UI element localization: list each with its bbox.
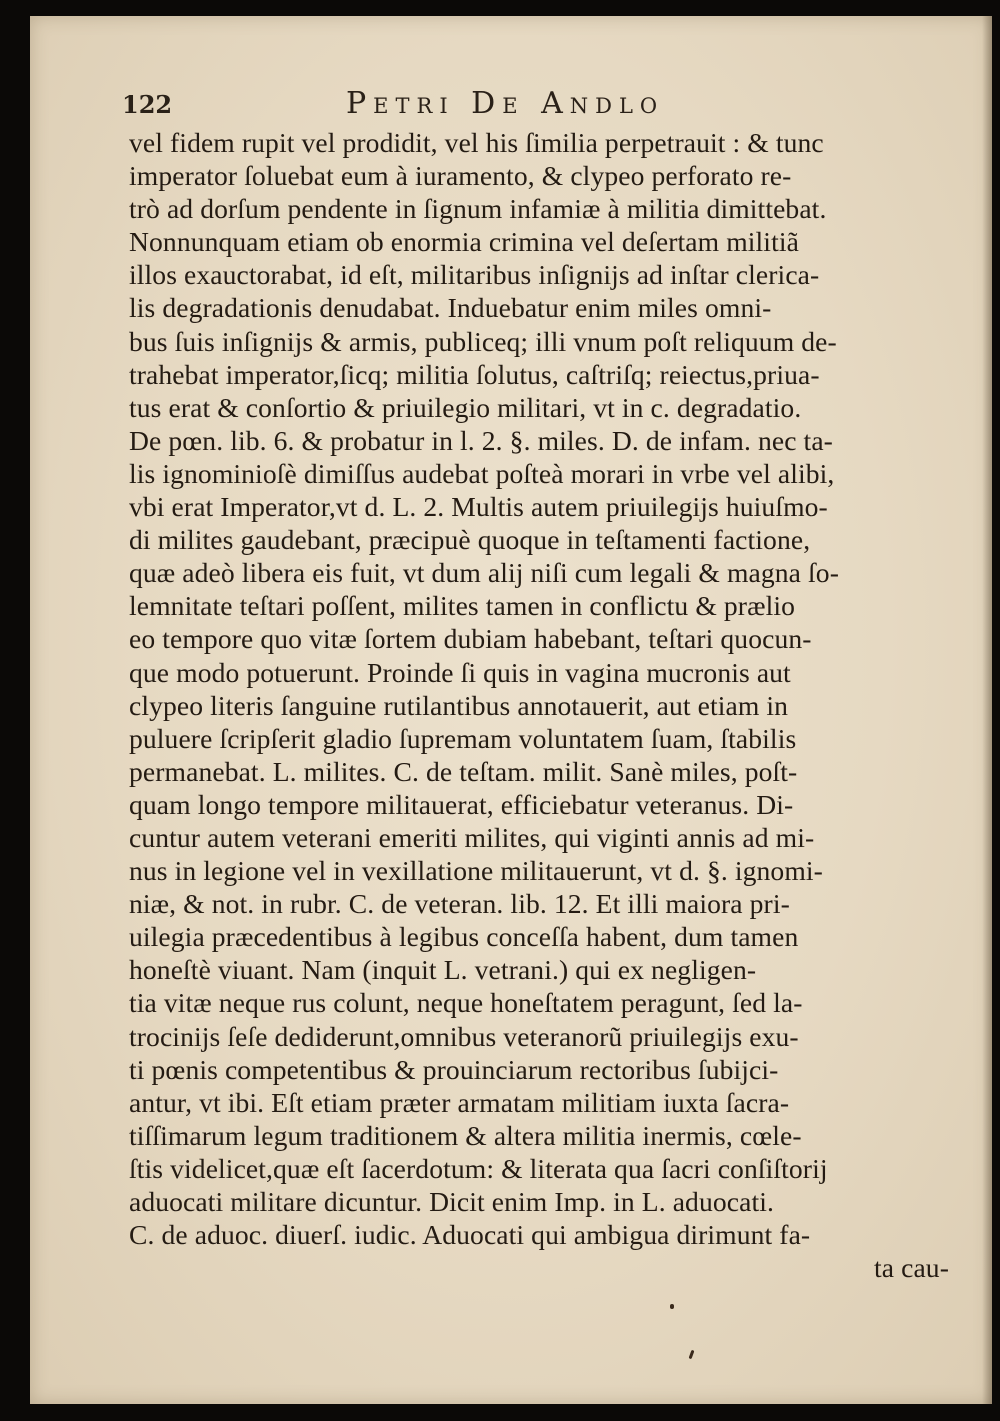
body-text xyxy=(129,126,949,1284)
catchword: ta cau- xyxy=(874,1252,949,1284)
text-line: cuntur autem veterani emeriti milites, qui viginti annis ad mi- xyxy=(129,821,815,853)
ink-speck xyxy=(670,1304,674,1309)
text-line: antur, vt ibi. Eſt etiam præter armatam militiam iuxta ſacra- xyxy=(129,1086,790,1118)
text-line: imperator ſoluebat eum à iuramento, & clypeo perforato re- xyxy=(129,160,792,192)
text-line: vel fidem rupit vel prodidit, vel his ſimilia perpetrauit : & tunc xyxy=(129,127,824,158)
running-head: Petri De Andlo xyxy=(346,86,665,121)
text-line: trocinijs ſeſe dediderunt,omnibus veteranorũ priuilegijs exu- xyxy=(129,1020,799,1052)
text-line: vbi erat Imperator,vt d. L. 2. Multis autem priuilegijs huiuſmo- xyxy=(129,491,828,523)
text-line: uilegia præcedentibus à legibus conceſſa habent, dum tamen xyxy=(129,921,799,953)
text-line: permanebat. L. milites. C. de teſtam. milit. Sanè miles, poſt- xyxy=(129,755,798,787)
text-line: quæ adeò libera eis fuit, vt dum alij niſi cum legali & magna ſo- xyxy=(129,557,839,589)
text-line: tiſſimarum legum traditionem & altera militia inermis, cœle- xyxy=(129,1119,802,1151)
text-line: lis ignominioſè dimiſſus audebat poſteà morari in vrbe vel alibi, xyxy=(129,457,835,489)
text-line: ſtis videlicet,quæ eſt ſacerdotum: & literata qua ſacri conſiſtorij xyxy=(129,1152,828,1184)
text-line: illos exauctorabat, id eſt, militaribus inſignijs ad inſtar clerica- xyxy=(129,259,820,291)
ink-speck xyxy=(689,1350,695,1359)
text-line: quam longo tempore militauerat, efficiebatur veteranus. Di- xyxy=(129,788,794,820)
text-line: tia vitæ neque rus colunt, neque honeſtatem peragunt, ſed la- xyxy=(129,987,803,1019)
text-line: aduocati militare dicuntur. Dicit enim Imp. in L. aduocati. xyxy=(129,1186,774,1217)
text-line: lis degradationis denudabat. Induebatur enim miles omni- xyxy=(129,292,772,324)
text-line: nus in legione vel in vexillatione militauerunt, vt d. §. ignomi- xyxy=(129,855,823,887)
text-line: bus ſuis inſignijs & armis, publiceq; illi vnum poſt reliquum de- xyxy=(129,325,837,357)
text-line: C. de aduoc. diuerſ. iudic. Aduocati qui ambigua dirimunt fa- xyxy=(129,1219,811,1251)
page-header xyxy=(122,86,822,128)
text-line: tus erat & conſortio & priuilegio militari, vt in c. degradatio. xyxy=(129,391,802,423)
text-line: trahebat imperator,ſicq; militia ſolutus, caſtriſq; reiectus,priua- xyxy=(129,358,820,390)
text-line: lemnitate teſtari poſſent, milites tamen in conflictu & prælio xyxy=(129,590,795,622)
text-line: clypeo literis ſanguine rutilantibus annotauerit, aut etiam in xyxy=(129,689,789,721)
page-edge-shadow xyxy=(982,16,992,1404)
page-number: 122 xyxy=(122,90,173,119)
text-line: eo tempore quo vitæ ſortem dubiam habebant, teſtari quocun- xyxy=(129,623,812,655)
text-line: Nonnunquam etiam ob enormia crimina vel deſertam militiã xyxy=(129,226,799,258)
text-line: ti pœnis competentibus & prouinciarum rectoribus ſubijci- xyxy=(129,1053,779,1085)
text-line: honeſtè viuant. Nam (inquit L. vetrani.) qui ex negligen- xyxy=(129,954,757,986)
text-line: trò ad dorſum pendente in ſignum infamiæ à militia dimittebat. xyxy=(129,193,827,225)
text-line: De pœn. lib. 6. & probatur in l. 2. §. miles. D. de infam. nec ta- xyxy=(129,424,833,456)
text-line: niæ, & not. in rubr. C. de veteran. lib. 12. Et illi maiora pri- xyxy=(129,888,790,920)
text-line: di milites gaudebant, præcipuè quoque in teſtamenti factione, xyxy=(129,524,811,556)
text-line: que modo potuerunt. Proinde ſi quis in vagina mucronis aut xyxy=(129,656,791,688)
text-line: puluere ſcripſerit gladio ſupremam voluntatem ſuam, ſtabilis xyxy=(129,722,797,754)
